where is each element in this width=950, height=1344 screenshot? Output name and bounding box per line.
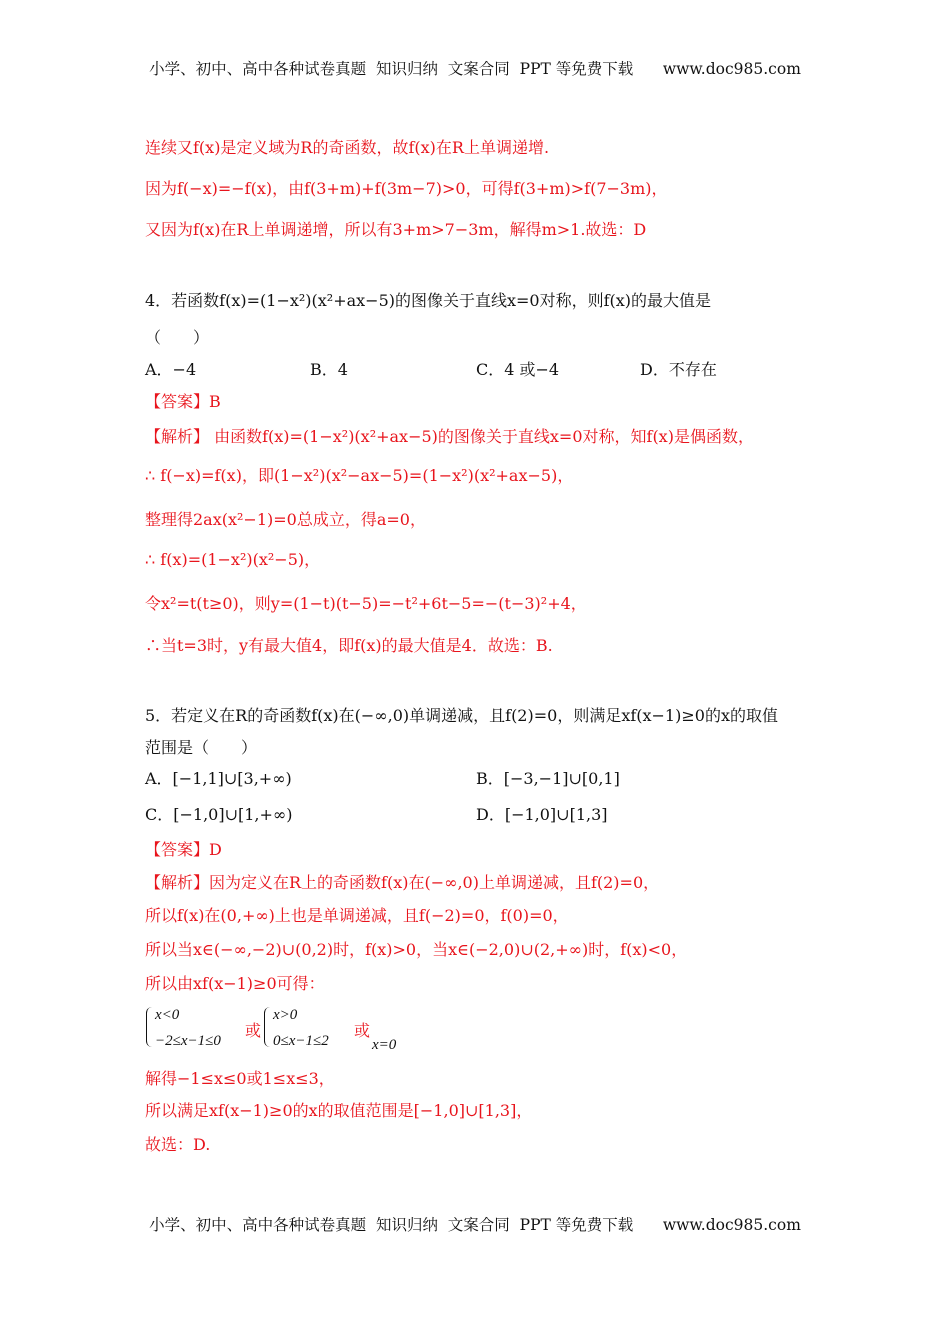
page-header: 小学、初中、高中各种试卷真题 知识归纳 文案合同 PPT 等免费下载 www.doc985.com [149,60,801,78]
q4-stem-line-2: （ ） [145,328,210,347]
q5-analysis-line-2: 所以f(x)在(0,+∞)上也是单调递减，且f(−2)=0，f(0)=0， [145,906,569,925]
q5-analysis-line-3: 所以当x∈(−∞,−2)∪(0,2)时，f(x)>0，当x∈(−2,0)∪(2,+∞)时，f(x)<0， [145,940,688,959]
q4-option-b: B．4 [310,360,348,379]
q3-solution-line-1: 连续又f(x)是定义域为R的奇函数，故f(x)在R上单调递增. [145,138,550,157]
q5-option-d: D．[−1,0]∪[1,3] [476,805,608,824]
system-2-row-1: x>0 [273,1007,298,1023]
q5-option-a: A．[−1,1]∪[3,+∞) [145,769,292,788]
page-footer: 小学、初中、高中各种试卷真题 知识归纳 文案合同 PPT 等免费下载 www.doc985.com [149,1216,801,1234]
q5-option-b: B．[−3,−1]∪[0,1] [476,769,620,788]
q4-option-d: D．不存在 [640,360,717,379]
q4-option-c: C．4 或−4 [476,360,560,379]
q5-option-c: C．[−1,0]∪[1,+∞) [145,805,293,824]
system-2-row-2: 0≤x−1≤2 [273,1033,329,1049]
q4-analysis-line-1: 【解析】 由函数f(x)=(1−x²)(x²+ax−5)的图像关于直线x=0对称，知f(x)是偶函数， [145,427,754,446]
q4-analysis-line-3: 整理得2ax(x²−1)=0总成立，得a=0， [145,510,426,529]
system-1-row-2: −2≤x−1≤0 [155,1033,221,1049]
or-label-2: 或 [354,1021,371,1040]
q3-solution-line-3: 又因为f(x)在R上单调递增，所以有3+m>7−3m，解得m>1.故选：D [145,220,647,239]
q5-analysis-line-4: 所以由xf(x−1)≥0可得： [145,974,325,993]
q4-stem-line-1: 4．若函数f(x)=(1−x²)(x²+ax−5)的图像关于直线x=0对称，则f(x)的最大值是 [145,291,712,310]
system-1-brace [146,1007,155,1047]
or-label-1: 或 [245,1021,262,1040]
q4-analysis-line-4: ∴ f(x)=(1−x²)(x²−5)， [145,550,321,569]
q4-analysis-line-2: ∴ f(−x)=f(x)，即(1−x²)(x²−ax−5)=(1−x²)(x²+ax−5)， [145,466,574,485]
q5-analysis-line-1: 【解析】因为定义在R上的奇函数f(x)在(−∞,0)上单调递减，且f(2)=0， [145,873,660,892]
system-1-row-1: x<0 [155,1007,180,1023]
q4-answer: 【答案】B [145,392,221,411]
system-2-brace [264,1007,273,1047]
q5-answer: 【答案】D [145,840,222,859]
q4-option-a: A．−4 [145,360,197,379]
case-x-equals-0: x=0 [372,1037,397,1053]
q5-stem-line-2: 范围是（ ） [145,738,258,757]
q5-stem-line-1: 5．若定义在R的奇函数f(x)在(−∞,0)单调递减，且f(2)=0，则满足xf(x−1)≥0的x的取值 [145,706,778,725]
q5-analysis-line-5: 解得−1≤x≤0或1≤x≤3， [145,1069,335,1088]
q3-solution-line-2: 因为f(−x)=−f(x)，由f(3+m)+f(3m−7)>0，可得f(3+m)>f(7−3m)， [145,179,668,198]
q5-analysis-line-7: 故选：D. [145,1135,211,1154]
q5-analysis-line-6: 所以满足xf(x−1)≥0的x的取值范围是[−1,0]∪[1,3]， [145,1101,533,1120]
q4-analysis-line-5: 令x²=t(t≥0)，则y=(1−t)(t−5)=−t²+6t−5=−(t−3)²+4， [145,594,587,613]
q4-analysis-line-6: ∴当t=3时，y有最大值4，即f(x)的最大值是4．故选：B. [145,636,553,655]
